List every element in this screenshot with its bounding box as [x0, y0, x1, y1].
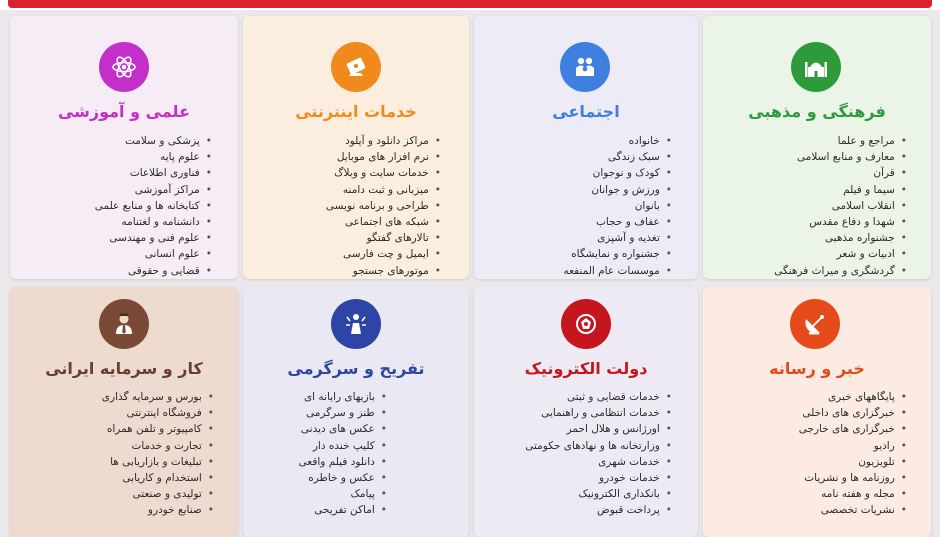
list-item[interactable]: • قضایی و حقوقی	[95, 263, 212, 279]
list-item[interactable]: • قرآن	[774, 165, 907, 181]
list-item[interactable]: • بانوان	[563, 198, 672, 214]
fun-icon	[331, 299, 381, 349]
card-list	[799, 389, 907, 519]
list-item[interactable]: • رادیو	[799, 438, 907, 454]
list-item[interactable]: • نشریات تخصصی	[799, 502, 907, 518]
list-item[interactable]: • تالارهای گفتگو	[326, 230, 441, 246]
list-item[interactable]: • علوم پایه	[95, 149, 212, 165]
list-item[interactable]: • دانلود فیلم واقعی	[299, 454, 387, 470]
card-list	[102, 389, 214, 519]
top-red-strip	[8, 0, 932, 8]
card-entertainment[interactable]	[243, 287, 469, 537]
list-item[interactable]: • خدمات انتظامی و راهنمایی	[525, 405, 672, 421]
card-news[interactable]	[703, 287, 931, 537]
list-item[interactable]: • مراجع و علما	[774, 133, 907, 149]
satellite-dish-icon	[790, 299, 840, 349]
mosque-icon	[791, 42, 841, 92]
list-item[interactable]: • علوم انسانی	[95, 246, 212, 262]
list-item[interactable]: • نرم افزار های موبایل	[326, 149, 441, 165]
card-title: دولت الکترونیک	[524, 359, 648, 378]
card-list	[525, 389, 672, 519]
card-list	[774, 133, 907, 279]
atom-icon	[99, 42, 149, 92]
list-item[interactable]: • کامپیوتر و تلفن همراه	[102, 421, 214, 437]
card-science[interactable]	[10, 16, 238, 279]
list-item[interactable]: • تجارت و خدمات	[102, 438, 214, 454]
government-icon	[561, 299, 611, 349]
list-item[interactable]: • تلویزیون	[799, 454, 907, 470]
list-item[interactable]: • وزارتخانه ها و نهادهای حکومتی	[525, 438, 672, 454]
card-egov[interactable]	[474, 287, 698, 537]
list-item[interactable]: • جشنواره مذهبی	[774, 230, 907, 246]
list-item[interactable]: • ادبیات و شعر	[774, 246, 907, 262]
list-item[interactable]: • فروشگاه اینترنتی	[102, 405, 214, 421]
list-item[interactable]: • طراحی و برنامه نویسی	[326, 198, 441, 214]
list-item[interactable]: • خبرگزاری های خارجی	[799, 421, 907, 437]
list-item[interactable]: • اماکن تفریحی	[299, 502, 387, 518]
list-item[interactable]: • پرداخت قبوض	[525, 502, 672, 518]
list-item[interactable]: • گردشگری و میراث فرهنگی	[774, 263, 907, 279]
card-list	[563, 133, 672, 279]
list-item[interactable]: • بازیهای رایانه ای	[299, 389, 387, 405]
list-item[interactable]: • اورژانس و هلال احمر	[525, 421, 672, 437]
family-icon	[560, 42, 610, 92]
list-item[interactable]: • شبکه های اجتماعی	[326, 214, 441, 230]
card-title: کار و سرمایه ایرانی	[45, 359, 203, 378]
list-item[interactable]: • بانکداری الکترونیک	[525, 486, 672, 502]
list-item[interactable]: • تغذیه و آشپزی	[563, 230, 672, 246]
card-title: تفریح و سرگرمی	[287, 359, 425, 378]
list-item[interactable]: • انقلاب اسلامی	[774, 198, 907, 214]
list-item[interactable]: • فناوری اطلاعات	[95, 165, 212, 181]
list-item[interactable]: • کودک و نوجوان	[563, 165, 672, 181]
list-item[interactable]: • مراکز آموزشی	[95, 182, 212, 198]
list-item[interactable]: • خدمات سایت و وبلاگ	[326, 165, 441, 181]
card-title: اجتماعی	[552, 102, 620, 121]
card-title: فرهنگی و مذهبی	[748, 102, 886, 121]
list-item[interactable]: • عکس و خاطره	[299, 470, 387, 486]
list-item[interactable]: • تبلیغات و بازاریابی ها	[102, 454, 214, 470]
businessman-icon	[99, 299, 149, 349]
list-item[interactable]: • خانواده	[563, 133, 672, 149]
card-title: خبر و رسانه	[769, 359, 865, 378]
list-item[interactable]: • پایگاههای خبری	[799, 389, 907, 405]
list-item[interactable]: • استخدام و کاریابی	[102, 470, 214, 486]
list-item[interactable]: • ورزش و جوانان	[563, 182, 672, 198]
list-item[interactable]: • خدمات قضایی و ثبتی	[525, 389, 672, 405]
list-item[interactable]: • میزبانی و ثبت دامنه	[326, 182, 441, 198]
list-item[interactable]: • مراکز دانلود و آپلود	[326, 133, 441, 149]
list-item[interactable]: • دانشنامه و لغتنامه	[95, 214, 212, 230]
card-list	[299, 389, 387, 519]
card-list	[95, 133, 212, 279]
list-item[interactable]: • علوم فنی و مهندسی	[95, 230, 212, 246]
card-list	[326, 133, 441, 279]
card-culture[interactable]	[703, 16, 931, 279]
list-item[interactable]: • شهدا و دفاع مقدس	[774, 214, 907, 230]
list-item[interactable]: • کلیپ خنده دار	[299, 438, 387, 454]
internet-icon	[331, 42, 381, 92]
list-item[interactable]: • بورس و سرمایه گذاری	[102, 389, 214, 405]
list-item[interactable]: • ایمیل و چت فارسی	[326, 246, 441, 262]
list-item[interactable]: • عفاف و حجاب	[563, 214, 672, 230]
card-title: خدمات اینترنتی	[295, 102, 417, 121]
list-item[interactable]: • خبرگزاری های داخلی	[799, 405, 907, 421]
card-title: علمی و آموزشی	[57, 102, 190, 121]
list-item[interactable]: • عکس های دیدنی	[299, 421, 387, 437]
list-item[interactable]: • کتابخانه ها و منابع علمی	[95, 198, 212, 214]
list-item[interactable]: • طنز و سرگرمی	[299, 405, 387, 421]
card-social[interactable]	[474, 16, 698, 279]
list-item[interactable]: • پیامک	[299, 486, 387, 502]
list-item[interactable]: • روزنامه ها و نشریات	[799, 470, 907, 486]
list-item[interactable]: • سبک زندگی	[563, 149, 672, 165]
list-item[interactable]: • خدمات شهری	[525, 454, 672, 470]
card-work[interactable]	[10, 287, 238, 537]
list-item[interactable]: • سیما و فیلم	[774, 182, 907, 198]
list-item[interactable]: • خدمات خودرو	[525, 470, 672, 486]
list-item[interactable]: • معارف و منابع اسلامی	[774, 149, 907, 165]
card-internet[interactable]	[243, 16, 469, 279]
list-item[interactable]: • تولیدی و صنعتی	[102, 486, 214, 502]
list-item[interactable]: • موتورهای جستجو	[326, 263, 441, 279]
list-item[interactable]: • پزشکی و سلامت	[95, 133, 212, 149]
list-item[interactable]: • مجله و هفته نامه	[799, 486, 907, 502]
list-item[interactable]: • صنایع خودرو	[102, 502, 214, 518]
list-item[interactable]: • جشنواره و نمایشگاه	[563, 246, 672, 262]
top-bar	[0, 0, 940, 10]
list-item[interactable]: • موسسات عام المنفعه	[563, 263, 672, 279]
